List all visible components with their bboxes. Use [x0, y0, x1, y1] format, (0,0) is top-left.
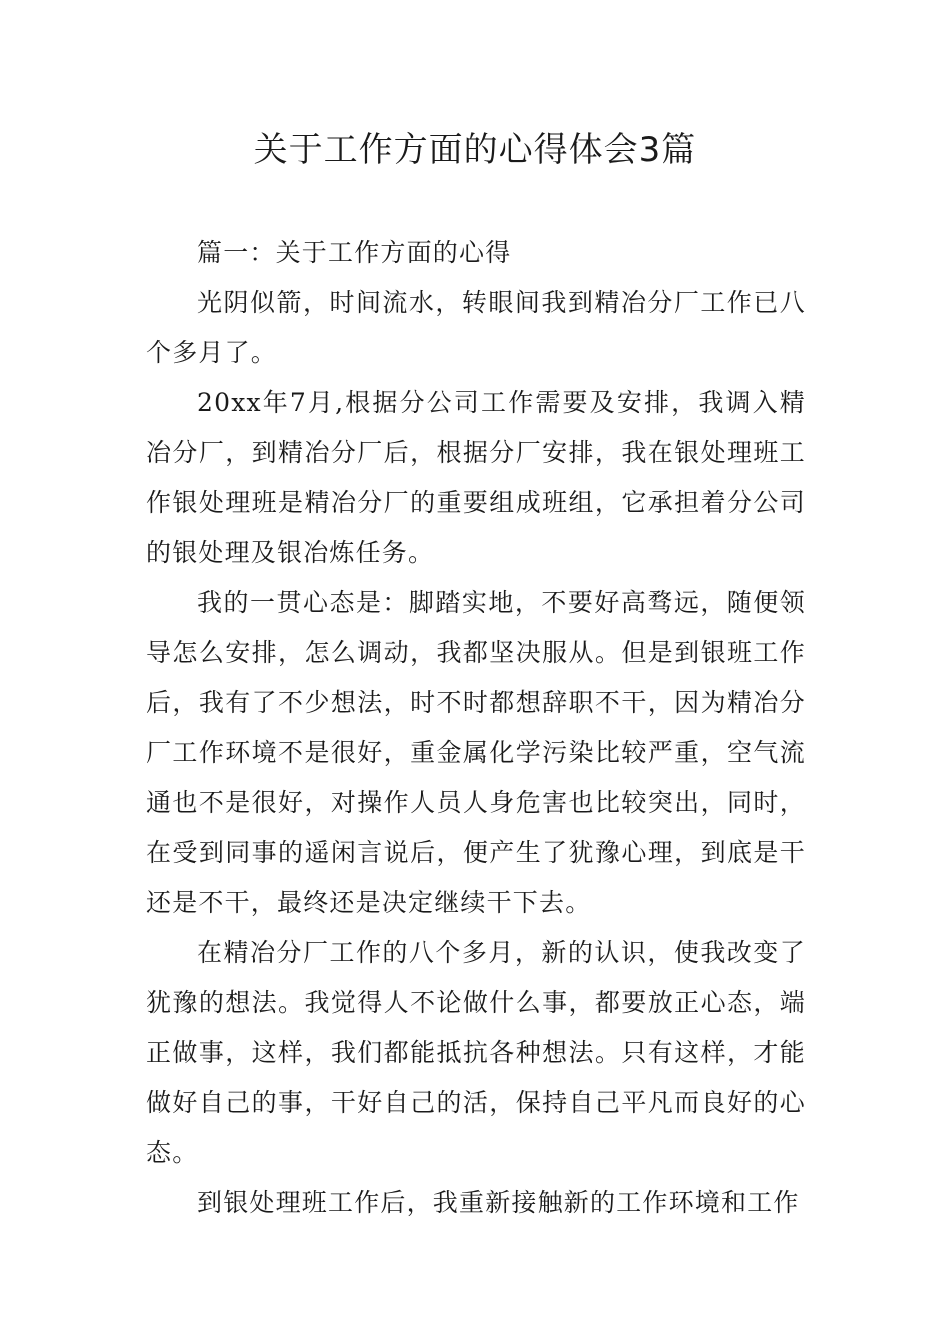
paragraph-2: 20xx年7月,根据分公司工作需要及安排，我调入精冶分厂，到精冶分厂后，根据分厂安排，我在银处理班工作银处理班是精冶分厂的重要组成班组，它承担着分公司的银处理及银冶炼任务。	[146, 388, 806, 567]
section-heading: 篇一：关于工作方面的心得	[197, 238, 512, 267]
document-title: 关于工作方面的心得体会3篇	[253, 130, 697, 170]
paragraph-1: 光阴似箭，时间流水，转眼间我到精冶分厂工作已八个多月了。	[146, 288, 806, 367]
paragraph-4: 在精冶分厂工作的八个多月，新的认识，使我改变了犹豫的想法。我觉得人不论做什么事，都要放正心态，端正做事，这样，我们都能抵抗各种想法。只有这样，才能做好自己的事，干好自己的活，保持自己平凡而良好的心态。	[146, 938, 806, 1167]
paragraph-3: 我的一贯心态是：脚踏实地，不要好高骛远，随便领导怎么安排，怎么调动，我都坚决服从。但是到银班工作后，我有了不少想法，时不时都想辞职不干，因为精冶分厂工作环境不是很好，重金属化学污染比较严重，空气流通也不是很好，对操作人员人身危害也比较突出，同时，在受到同事的遥闲言说后，便产生了犹豫心理，到底是干还是不干，最终还是决定继续干下去。	[146, 588, 806, 917]
document-body	[146, 228, 806, 1228]
paragraph-5: 到银处理班工作后，我重新接触新的工作环境和工作	[197, 1188, 800, 1217]
